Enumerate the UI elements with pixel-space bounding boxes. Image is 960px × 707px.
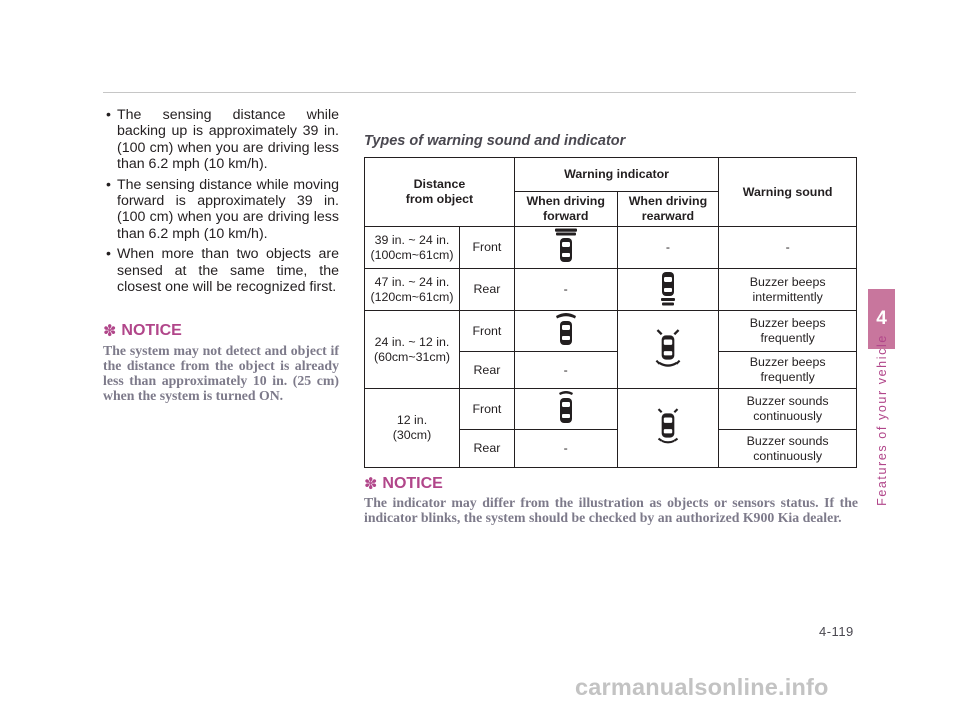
sound-line1: Buzzer beeps <box>749 316 826 330</box>
header-rearward <box>617 192 719 227</box>
rearward-indicator-cell: - <box>617 227 719 269</box>
distance-cell <box>365 227 460 269</box>
list-item: • The sensing distance while backing up is approximately 39 in. (100 cm) when you are driving less than 6.2 mph (10 km/h). <box>106 107 339 173</box>
sound-line2: intermittently <box>752 289 823 304</box>
sound-line2: continuously <box>753 409 823 423</box>
bullet-text: When more than two objects are sensed at the same time, the closest one will be recognized first. <box>117 246 339 296</box>
forward-indicator-cell <box>514 311 617 352</box>
notice-heading <box>103 321 339 341</box>
car-corner-sensor-icon <box>655 329 681 367</box>
car-rear-sensor-icon <box>656 270 680 306</box>
sound-cell: - <box>719 227 857 269</box>
sound-cell <box>719 430 857 468</box>
header-warning-indicator: Warning indicator <box>514 158 718 192</box>
sound-cell <box>719 311 857 352</box>
distance-inches: 12 in. <box>396 413 428 427</box>
list-item: • When more than two objects are sensed at the same time, the closest one will be recognized first. <box>106 246 339 296</box>
sound-line1: Buzzer sounds <box>746 394 829 408</box>
header-distance-line2: from object <box>405 192 474 206</box>
distance-cm: (30cm) <box>392 428 432 442</box>
table-row <box>365 269 857 311</box>
rearward-indicator-cell <box>617 311 719 389</box>
left-column <box>103 107 339 403</box>
section-title: Types of warning sound and indicator <box>364 133 626 149</box>
notice-title: NOTICE <box>121 322 182 340</box>
forward-indicator-cell: - <box>514 352 617 389</box>
bullet-text: The sensing distance while backing up is approximately 39 in. (100 cm) when you are driving less than 6.2 mph (10 km/h). <box>117 107 339 173</box>
forward-indicator-cell: - <box>514 430 617 468</box>
notice-body: The system may not detect and object if the distance from the object is already less than approximately 10 in. (25 cm) when the system is turned ON. <box>103 343 339 404</box>
distance-inches: 39 in. ~ 24 in. <box>374 232 450 247</box>
sound-line2: continuously <box>753 448 823 463</box>
distance-cm: (100cm~61cm) <box>370 247 454 262</box>
header-distance-line1: Distance <box>413 177 466 191</box>
notice-body: The indicator may differ from the illustration as objects or sensors status. If the indicator blinks, the system should be checked by an authorized K900 Kia dealer. <box>364 495 858 525</box>
rearward-indicator-cell <box>617 269 719 311</box>
car-corner-sensor-icon <box>655 407 681 445</box>
position-cell: Front <box>459 227 514 269</box>
watermark: carmanualsonline.info <box>575 674 829 700</box>
sound-cell <box>719 352 857 389</box>
header-rearward-line2: rearward <box>641 209 695 223</box>
table-row <box>365 311 857 352</box>
forward-indicator-cell <box>514 389 617 430</box>
sound-line1: Buzzer beeps <box>749 355 826 369</box>
distance-inches: 47 in. ~ 24 in. <box>374 274 450 289</box>
table-row <box>365 227 857 269</box>
list-item: • The sensing distance while moving forward is approximately 39 in. (100 cm) when you are driving less than 6.2 mph (10 km/h). <box>106 176 339 242</box>
indicator-notice <box>364 474 858 525</box>
distance-cm: (120cm~61cm) <box>370 289 454 304</box>
header-rearward-line1: When driving <box>628 194 708 208</box>
forward-indicator-cell <box>514 227 617 269</box>
sound-line1: Buzzer beeps <box>749 274 826 289</box>
sound-line2: frequently <box>760 370 815 384</box>
table-row <box>365 389 857 430</box>
header-forward <box>514 192 617 227</box>
position-cell: Rear <box>459 269 514 311</box>
distance-cell <box>365 269 460 311</box>
notice-star-icon: ✽ <box>103 323 117 341</box>
header-forward-line2: forward <box>542 209 589 223</box>
chapter-tab: 4 <box>868 289 895 349</box>
distance-cm: (60cm~31cm) <box>373 349 451 364</box>
sound-cell <box>719 389 857 430</box>
page-number: 4-119 <box>819 624 854 639</box>
sound-cell <box>719 269 857 311</box>
position-cell: Rear <box>459 352 514 389</box>
header-warning-sound: Warning sound <box>719 158 857 227</box>
sound-line2: frequently <box>760 331 815 345</box>
position-cell: Rear <box>459 430 514 468</box>
forward-indicator-cell: - <box>514 269 617 311</box>
car-front-sensor-icon <box>554 389 578 425</box>
notice-star-icon: ✽ <box>364 476 378 493</box>
header-forward-line1: When driving <box>526 194 605 208</box>
rearward-indicator-cell <box>617 389 719 468</box>
warning-table <box>364 157 857 468</box>
car-front-sensor-icon <box>554 228 578 264</box>
top-divider <box>103 92 856 93</box>
bullet-text: The sensing distance while moving forward is approximately 39 in. (100 cm) when you are driving less than 6.2 mph (10 km/h). <box>117 176 339 242</box>
sensing-notes-list <box>103 107 339 295</box>
position-cell: Front <box>459 311 514 352</box>
position-cell: Front <box>459 389 514 430</box>
notice-heading <box>364 474 858 494</box>
sound-line1: Buzzer sounds <box>746 433 829 448</box>
distance-cell <box>365 389 460 468</box>
distance-cell <box>365 311 460 389</box>
distance-inches: 24 in. ~ 12 in. <box>374 334 450 349</box>
notice-title: NOTICE <box>382 475 443 492</box>
chapter-label: Features of your vehicle <box>875 334 889 506</box>
header-distance <box>365 158 515 227</box>
car-front-sensor-icon <box>554 311 578 347</box>
